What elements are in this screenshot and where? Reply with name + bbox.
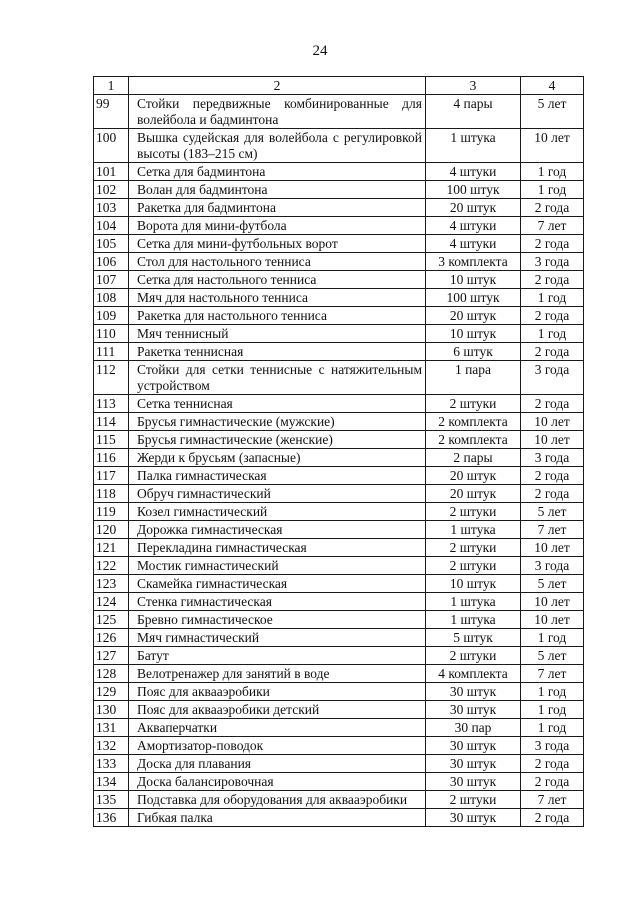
- item-name: Мяч гимнастический: [129, 629, 426, 647]
- item-quantity: 2 штуки: [426, 395, 521, 413]
- row-number: 105: [94, 235, 129, 253]
- item-quantity: 5 штук: [426, 629, 521, 647]
- item-name: Доска для плавания: [129, 755, 426, 773]
- item-name: Мяч для настольного тенниса: [129, 289, 426, 307]
- item-service-life: 2 года: [521, 235, 584, 253]
- table-row: [94, 575, 584, 593]
- item-service-life: 7 лет: [521, 665, 584, 683]
- table-row: [94, 755, 584, 773]
- item-service-life: 5 лет: [521, 503, 584, 521]
- row-number: 113: [94, 395, 129, 413]
- table-row: [94, 683, 584, 701]
- row-number: 108: [94, 289, 129, 307]
- table-row: [94, 737, 584, 755]
- row-number: 130: [94, 701, 129, 719]
- item-quantity: 30 штук: [426, 773, 521, 791]
- item-service-life: 2 года: [521, 343, 584, 361]
- item-quantity: 100 штук: [426, 181, 521, 199]
- item-service-life: 2 года: [521, 773, 584, 791]
- row-number: 132: [94, 737, 129, 755]
- table-row: [94, 181, 584, 199]
- item-name: Сетка теннисная: [129, 395, 426, 413]
- item-quantity: 4 штуки: [426, 235, 521, 253]
- table-row: [94, 235, 584, 253]
- table-row: [94, 809, 584, 827]
- item-name: Палка гимнастическая: [129, 467, 426, 485]
- row-number: 114: [94, 413, 129, 431]
- row-number: 134: [94, 773, 129, 791]
- row-number: 131: [94, 719, 129, 737]
- item-name: Стенка гимнастическая: [129, 593, 426, 611]
- item-name: Брусья гимнастические (мужские): [129, 413, 426, 431]
- item-quantity: 2 комплекта: [426, 431, 521, 449]
- item-service-life: 10 лет: [521, 129, 584, 163]
- table-row: [94, 163, 584, 181]
- table-row: [94, 719, 584, 737]
- item-quantity: 30 штук: [426, 737, 521, 755]
- table-row: [94, 557, 584, 575]
- row-number: 116: [94, 449, 129, 467]
- item-quantity: 1 штука: [426, 129, 521, 163]
- item-service-life: 2 года: [521, 395, 584, 413]
- item-name: Сетка для мини-футбольных ворот: [129, 235, 426, 253]
- item-name: Скамейка гимнастическая: [129, 575, 426, 593]
- item-service-life: 1 год: [521, 701, 584, 719]
- item-quantity: 1 штука: [426, 521, 521, 539]
- row-number: 104: [94, 217, 129, 235]
- item-service-life: 5 лет: [521, 95, 584, 129]
- item-quantity: 3 комплекта: [426, 253, 521, 271]
- item-service-life: 10 лет: [521, 413, 584, 431]
- item-name: Дорожка гимнастическая: [129, 521, 426, 539]
- row-number: 112: [94, 361, 129, 395]
- table-row: [94, 413, 584, 431]
- table-row: [94, 271, 584, 289]
- item-quantity: 20 штук: [426, 467, 521, 485]
- row-number: 111: [94, 343, 129, 361]
- item-service-life: 10 лет: [521, 611, 584, 629]
- item-name: Амортизатор-поводок: [129, 737, 426, 755]
- item-service-life: 10 лет: [521, 431, 584, 449]
- item-service-life: 1 год: [521, 325, 584, 343]
- item-name: Стойки для сетки теннисные с натяжительным устройством: [129, 361, 426, 395]
- item-name: Доска балансировочная: [129, 773, 426, 791]
- row-number: 106: [94, 253, 129, 271]
- table-row: [94, 647, 584, 665]
- item-service-life: 3 года: [521, 449, 584, 467]
- item-service-life: 7 лет: [521, 217, 584, 235]
- table-row: [94, 629, 584, 647]
- item-name: Стойки передвижные комбинированные для волейбола и бадминтона: [129, 95, 426, 129]
- item-name: Волан для бадминтона: [129, 181, 426, 199]
- item-quantity: 4 штуки: [426, 217, 521, 235]
- table-row: [94, 449, 584, 467]
- item-quantity: 30 штук: [426, 809, 521, 827]
- table-row: [94, 485, 584, 503]
- row-number: 102: [94, 181, 129, 199]
- row-number: 100: [94, 129, 129, 163]
- item-name: Акваперчатки: [129, 719, 426, 737]
- item-name: Обруч гимнастический: [129, 485, 426, 503]
- item-service-life: 7 лет: [521, 521, 584, 539]
- item-service-life: 2 года: [521, 755, 584, 773]
- table-row: [94, 467, 584, 485]
- item-name: Сетка для бадминтона: [129, 163, 426, 181]
- item-service-life: 5 лет: [521, 575, 584, 593]
- item-quantity: 2 штуки: [426, 503, 521, 521]
- header-col-1: 1: [94, 77, 129, 95]
- item-name: Батут: [129, 647, 426, 665]
- item-service-life: 1 год: [521, 289, 584, 307]
- item-name: Ракетка для настольного тенниса: [129, 307, 426, 325]
- row-number: 127: [94, 647, 129, 665]
- item-quantity: 2 комплекта: [426, 413, 521, 431]
- item-service-life: 3 года: [521, 253, 584, 271]
- table-header-row: [94, 77, 584, 95]
- item-name: Пояс для аквааэробики детский: [129, 701, 426, 719]
- row-number: 121: [94, 539, 129, 557]
- item-quantity: 100 штук: [426, 289, 521, 307]
- row-number: 129: [94, 683, 129, 701]
- item-service-life: 1 год: [521, 163, 584, 181]
- row-number: 101: [94, 163, 129, 181]
- row-number: 124: [94, 593, 129, 611]
- item-quantity: 30 штук: [426, 755, 521, 773]
- equipment-table: [93, 76, 584, 827]
- item-name: Брусья гимнастические (женские): [129, 431, 426, 449]
- table-row: [94, 593, 584, 611]
- row-number: 107: [94, 271, 129, 289]
- item-service-life: 10 лет: [521, 593, 584, 611]
- table-row: [94, 503, 584, 521]
- row-number: 128: [94, 665, 129, 683]
- item-service-life: 3 года: [521, 737, 584, 755]
- item-quantity: 2 штуки: [426, 791, 521, 809]
- item-name: Ворота для мини-футбола: [129, 217, 426, 235]
- item-service-life: 2 года: [521, 809, 584, 827]
- item-service-life: 1 год: [521, 719, 584, 737]
- row-number: 123: [94, 575, 129, 593]
- item-name: Гибкая палка: [129, 809, 426, 827]
- item-quantity: 20 штук: [426, 307, 521, 325]
- item-service-life: 7 лет: [521, 791, 584, 809]
- table-row: [94, 431, 584, 449]
- item-quantity: 30 штук: [426, 683, 521, 701]
- row-number: 133: [94, 755, 129, 773]
- item-service-life: 3 года: [521, 361, 584, 395]
- item-name: Бревно гимнастическое: [129, 611, 426, 629]
- item-name: Пояс для аквааэробики: [129, 683, 426, 701]
- item-quantity: 30 штук: [426, 701, 521, 719]
- item-quantity: 30 пар: [426, 719, 521, 737]
- row-number: 110: [94, 325, 129, 343]
- header-col-4: 4: [521, 77, 584, 95]
- row-number: 125: [94, 611, 129, 629]
- item-service-life: 2 года: [521, 271, 584, 289]
- row-number: 99: [94, 95, 129, 129]
- item-name: Ракетка теннисная: [129, 343, 426, 361]
- row-number: 109: [94, 307, 129, 325]
- table-row: [94, 665, 584, 683]
- item-quantity: 10 штук: [426, 271, 521, 289]
- row-number: 117: [94, 467, 129, 485]
- header-col-2: 2: [129, 77, 426, 95]
- item-service-life: 3 года: [521, 557, 584, 575]
- table-row: [94, 395, 584, 413]
- item-service-life: 1 год: [521, 629, 584, 647]
- table-row: [94, 129, 584, 163]
- item-name: Стол для настольного тенниса: [129, 253, 426, 271]
- row-number: 120: [94, 521, 129, 539]
- item-quantity: 2 штуки: [426, 539, 521, 557]
- row-number: 103: [94, 199, 129, 217]
- table-row: [94, 791, 584, 809]
- item-name: Мостик гимнастический: [129, 557, 426, 575]
- item-name: Жерди к брусьям (запасные): [129, 449, 426, 467]
- item-service-life: 1 год: [521, 683, 584, 701]
- item-name: Ракетка для бадминтона: [129, 199, 426, 217]
- table-row: [94, 307, 584, 325]
- table-row: [94, 325, 584, 343]
- item-quantity: 4 комплекта: [426, 665, 521, 683]
- table-body: [94, 77, 584, 827]
- item-service-life: 1 год: [521, 181, 584, 199]
- item-name: Вышка судейская для волейбола с регулировкой высоты (183–215 см): [129, 129, 426, 163]
- table-row: [94, 343, 584, 361]
- item-name: Козел гимнастический: [129, 503, 426, 521]
- row-number: 126: [94, 629, 129, 647]
- item-name: Перекладина гимнастическая: [129, 539, 426, 557]
- table-row: [94, 539, 584, 557]
- row-number: 135: [94, 791, 129, 809]
- item-name: Подставка для оборудования для аквааэробики: [129, 791, 426, 809]
- item-quantity: 4 штуки: [426, 163, 521, 181]
- item-quantity: 20 штук: [426, 199, 521, 217]
- item-quantity: 1 пара: [426, 361, 521, 395]
- header-col-3: 3: [426, 77, 521, 95]
- table-row: [94, 217, 584, 235]
- row-number: 118: [94, 485, 129, 503]
- item-quantity: 1 штука: [426, 593, 521, 611]
- item-service-life: 5 лет: [521, 647, 584, 665]
- item-name: Мяч теннисный: [129, 325, 426, 343]
- table-row: [94, 773, 584, 791]
- item-service-life: 10 лет: [521, 539, 584, 557]
- item-quantity: 20 штук: [426, 485, 521, 503]
- item-quantity: 6 штук: [426, 343, 521, 361]
- item-service-life: 2 года: [521, 199, 584, 217]
- row-number: 136: [94, 809, 129, 827]
- item-quantity: 10 штук: [426, 325, 521, 343]
- item-quantity: 2 пары: [426, 449, 521, 467]
- item-service-life: 2 года: [521, 307, 584, 325]
- item-quantity: 10 штук: [426, 575, 521, 593]
- item-service-life: 2 года: [521, 485, 584, 503]
- row-number: 115: [94, 431, 129, 449]
- table-row: [94, 199, 584, 217]
- item-quantity: 4 пары: [426, 95, 521, 129]
- item-name: Сетка для настольного тенниса: [129, 271, 426, 289]
- item-quantity: 1 штука: [426, 611, 521, 629]
- item-quantity: 2 штуки: [426, 557, 521, 575]
- item-name: Велотренажер для занятий в воде: [129, 665, 426, 683]
- table-row: [94, 95, 584, 129]
- item-service-life: 2 года: [521, 467, 584, 485]
- table-row: [94, 253, 584, 271]
- table-row: [94, 289, 584, 307]
- table-row: [94, 611, 584, 629]
- item-quantity: 2 штуки: [426, 647, 521, 665]
- row-number: 119: [94, 503, 129, 521]
- row-number: 122: [94, 557, 129, 575]
- page-number: 24: [312, 43, 328, 59]
- table-row: [94, 701, 584, 719]
- table-row: [94, 521, 584, 539]
- table-row: [94, 361, 584, 395]
